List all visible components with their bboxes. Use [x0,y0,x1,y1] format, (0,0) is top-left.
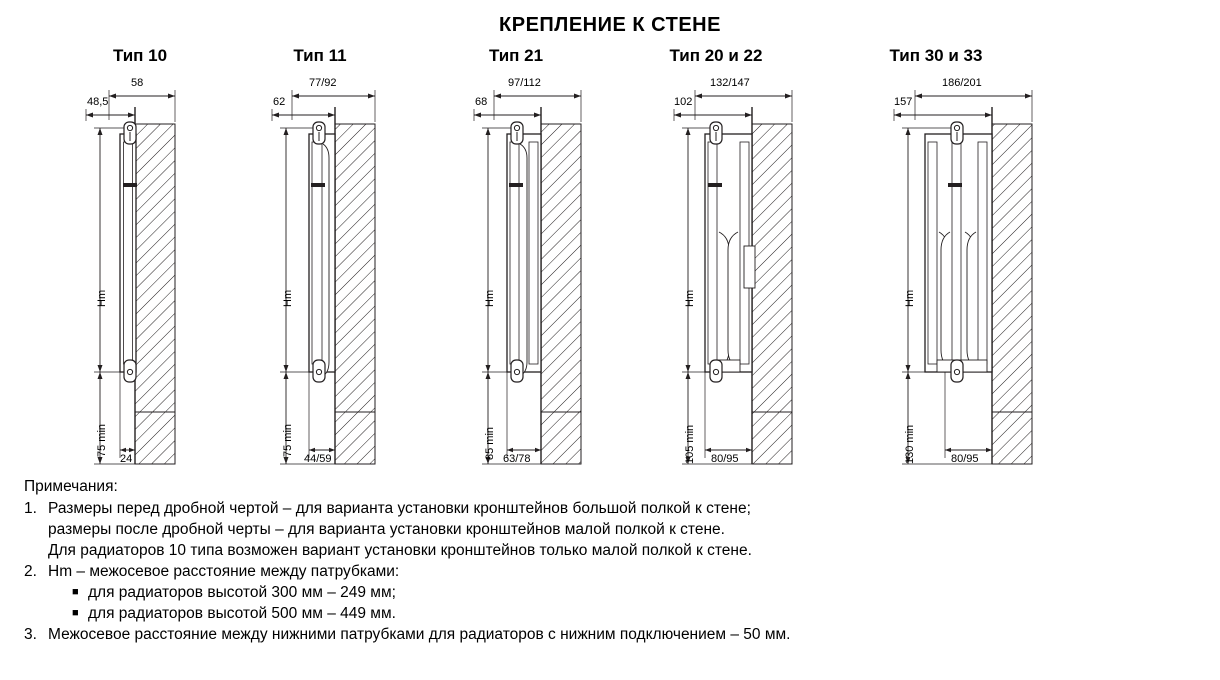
dim-bottom-type-11: 44/59 [304,453,332,465]
dim-bottom-type-30-33: 80/95 [951,453,979,465]
note-line: Межосевое расстояние между нижними патрубками для радиаторов с нижним подключением – 50 мм. [48,626,791,643]
note-subitem-text: для радиаторов высотой 300 мм – 249 мм; [88,584,396,601]
dim-top-left-type-20-22: 102 [674,96,693,108]
note-line: Hm – межосевое расстояние между патрубками: [48,563,400,580]
dim-top-type-20-22: 132/147 [710,77,750,89]
note-number-1: 1. [24,500,37,517]
note-item-2 [24,561,1204,624]
dim-bottom-type-21: 63/78 [503,453,531,465]
dim-top-type-10: 58 [131,77,144,89]
page-title: КРЕПЛЕНИЕ К СТЕНЕ [499,14,721,36]
panel-title-type-21: Тип 21 [488,46,544,65]
panel-title-type-10: Тип 10 [112,46,168,65]
bullet-icon: ■ [72,586,79,598]
diagram-panel-type-21 [400,46,632,476]
note-number-2: 2. [24,563,37,580]
diagram-panel-type-30-33 [820,46,1052,476]
note-line: Для радиаторов 10 типа возможен вариант установки кронштейнов только малой полкой к стене. [48,542,752,559]
dim-top-left-type-10: 48,5 [87,96,109,108]
note-subitem [48,603,1204,624]
note-line: Размеры перед дробной чертой – для варианта установки кронштейнов большой полкой к стене; [48,500,751,517]
dim-hm-type-10: Hm [96,289,108,307]
dim-top-left-type-21: 68 [475,96,488,108]
dim-hm-type-30-33: Hm [904,289,916,307]
dim-top-type-30-33: 186/201 [942,77,982,89]
dim-top-type-11: 77/92 [309,77,337,89]
note-number-3: 3. [24,626,37,643]
panel-title-type-20-22: Тип 20 и 22 [669,46,763,65]
note-subitem [48,582,1204,603]
panel-title-type-30-33: Тип 30 и 33 [889,46,983,65]
notes-heading: Примечания: [24,478,118,495]
dim-top-type-21: 97/112 [508,77,541,89]
note-subitem-text: для радиаторов высотой 500 мм – 449 мм. [88,605,396,622]
dim-bottom-left-type-10: 75 min [96,423,108,457]
dim-hm-type-11: Hm [282,289,294,307]
dim-bottom-left-type-11: 75 min [282,423,294,457]
note-item-1 [24,498,1204,561]
dim-bottom-left-type-30-33: 130 min [904,424,916,464]
notes-block [24,476,1204,645]
note-item-3 [24,624,1204,645]
dim-top-left-type-30-33: 157 [894,96,913,108]
dim-hm-type-21: Hm [484,289,496,307]
dim-hm-type-20-22: Hm [684,289,696,307]
dim-bottom-left-type-21: 85 min [484,426,496,460]
dim-bottom-type-20-22: 80/95 [711,453,739,465]
drawing-type-21 [400,77,632,476]
diagram-panel-type-20-22 [600,46,832,476]
note-line: размеры после дробной черты – для варианта установки кронштейнов малой полкой к стене. [48,521,725,538]
dim-top-left-type-11: 62 [273,96,286,108]
dim-bottom-type-10: 24 [120,453,133,465]
panel-title-type-11: Тип 11 [293,46,347,65]
dim-bottom-left-type-20-22: 105 min [684,424,696,464]
bullet-icon: ■ [72,607,79,619]
drawing-type-30-33 [820,77,1052,476]
drawing-type-20-22 [600,77,832,476]
